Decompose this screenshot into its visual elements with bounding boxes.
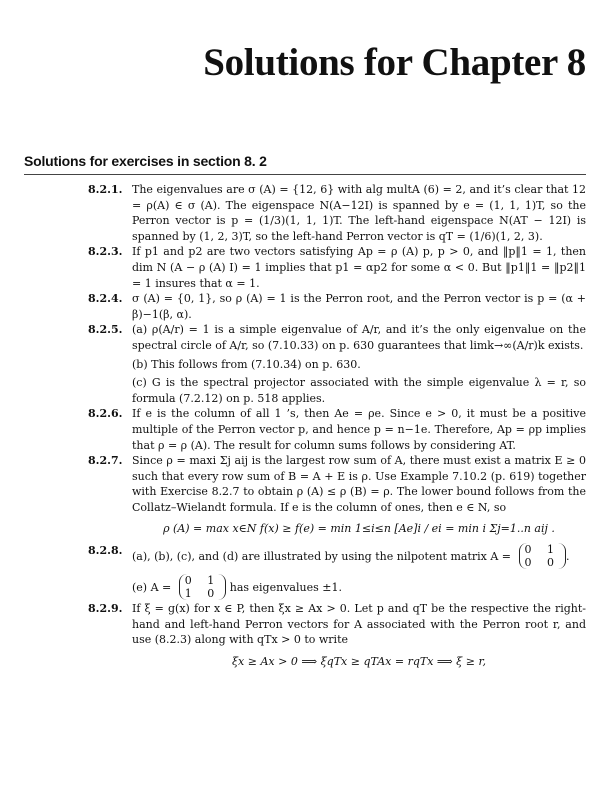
exercise-text: Since ρ = maxi Σj aij is the largest row sum of A, there must exist a matrix E ≥ 0 such that every row sum of B = A + E is ρ. Use Example 7.10.2 (p. 619) together with Exercise 8.2.7 to obtain ρ (A) ≤ ρ (B) = ρ. The lower bound follows from the Collatz–Wielandt formula. If e is the column of ones, then e ∈ N, so xyxy=(132,454,586,514)
exercise-text-e xyxy=(132,574,586,602)
exercise-text-lead: (a), (b), (c), and (d) are illustrated by using the nilpotent matrix A = xyxy=(132,549,511,563)
exercise-number: 8.2.4. xyxy=(88,292,123,306)
exercise-8-2-1 xyxy=(88,182,586,244)
display-equation: ξx ≥ Ax > 0 ⟹ ξqTx ≥ qTAx = rqTx ⟹ ξ ≥ r, xyxy=(232,655,486,669)
exercise-text-a: (a) ρ(A/r) = 1 is a simple eigenvalue of A/r, and it’s the only eigenvalue on the spectral circle of A/r, so (7.10.33) on p. 630 guarantees that limk→∞(A/r)k exists. xyxy=(132,323,586,352)
exercise-text: The eigenvalues are σ (A) = {12, 6} with alg multA (6) = 2, and it’s clear that 12 = ρ(A) ∈ σ (A). The eigenspace N(A−12I) is spanned by e = (1, 1, 1)T, so the Perron vector is p = (1/3)(1, 1, 1)T. The left-hand eigenspace N(AT − 12I) is spanned by (1, 2, 3)T, so the left-hand Perron vector is qT = (1/6)(1, 2, 3). xyxy=(132,183,586,243)
exercise-number: 8.2.3. xyxy=(88,245,123,259)
exercise-number: 8.2.8. xyxy=(88,544,123,558)
part-e-tail: has eigenvalues ±1. xyxy=(229,580,342,594)
exercise-number: 8.2.7. xyxy=(88,454,123,468)
exercise-text-c: (c) G is the spectral projector associated with the simple eigenvalue λ = r, so formula (7.2.12) on p. 518 applies. xyxy=(132,376,586,405)
exercise-8-2-8 xyxy=(88,543,586,601)
matrix-row: 0 1 xyxy=(524,543,560,557)
solutions-body xyxy=(88,182,586,676)
section-heading: Solutions for exercises in section 8. 2 xyxy=(24,153,267,169)
exercise-8-2-4 xyxy=(88,291,586,322)
section-rule xyxy=(24,174,586,175)
exercise-8-2-9 xyxy=(88,601,586,669)
exercise-number: 8.2.6. xyxy=(88,407,123,421)
display-equation: ρ (A) = max x∈N f(x) ≥ f(e) = min 1≤i≤n [Ae]i / ei = min i Σj=1..n aij . xyxy=(163,522,555,536)
part-e-label: (e) A = xyxy=(132,580,172,594)
exercise-text: If e is the column of all 1 ’s, then Ae = ρe. Since e > 0, it must be a positive multiple of the Perron vector p, and hence p = n−1e. Therefore, Ap = ρp implies that ρ = ρ (A). The result for column sums follows by considering AT. xyxy=(132,407,586,452)
exercise-text-b: (b) This follows from (7.10.34) on p. 630. xyxy=(132,357,361,371)
exercise-number: 8.2.9. xyxy=(88,602,123,616)
exercise-number: 8.2.5. xyxy=(88,323,123,337)
exercise-8-2-5 xyxy=(88,322,586,406)
exercise-text: (a), (b), (c), and (d) are illustrated by using the nilpotent matrix A = 0 1 0 0 . xyxy=(132,543,570,570)
chapter-title: Solutions for Chapter 8 xyxy=(203,41,586,84)
matrix-row: 0 1 xyxy=(184,573,221,587)
exercise-text: σ (A) = {0, 1}, so ρ (A) = 1 is the Perron root, and the Perron vector is p = (α + β)−1(β, α). xyxy=(132,292,586,321)
exercise-number: 8.2.1. xyxy=(88,183,123,196)
exercise-text: If p1 and p2 are two vectors satisfying Ap = ρ (A) p, p > 0, and ‖p‖1 = 1, then dim N (A − ρ (A) I) = 1 implies that p1 = αp2 for some α < 0. But ‖p1‖1 = ‖p2‖1 = 1 insures that α = 1. xyxy=(132,245,586,290)
matrix-row: 0 0 xyxy=(524,556,560,570)
exercise-8-2-3 xyxy=(88,244,586,291)
matrix-e xyxy=(179,574,227,602)
exercise-8-2-7 xyxy=(88,453,586,537)
matrix-a xyxy=(519,543,567,571)
matrix-row: 1 0 xyxy=(184,586,221,600)
exercise-8-2-6 xyxy=(88,406,586,453)
exercise-text: If ξ = g(x) for x ∈ P, then ξx ≥ Ax > 0. Let p and qT be the respective the right-hand and left-hand Perron vectors for A associated with the Perron root r, and use (8.2.3) along with qTx > 0 to write xyxy=(132,602,586,647)
